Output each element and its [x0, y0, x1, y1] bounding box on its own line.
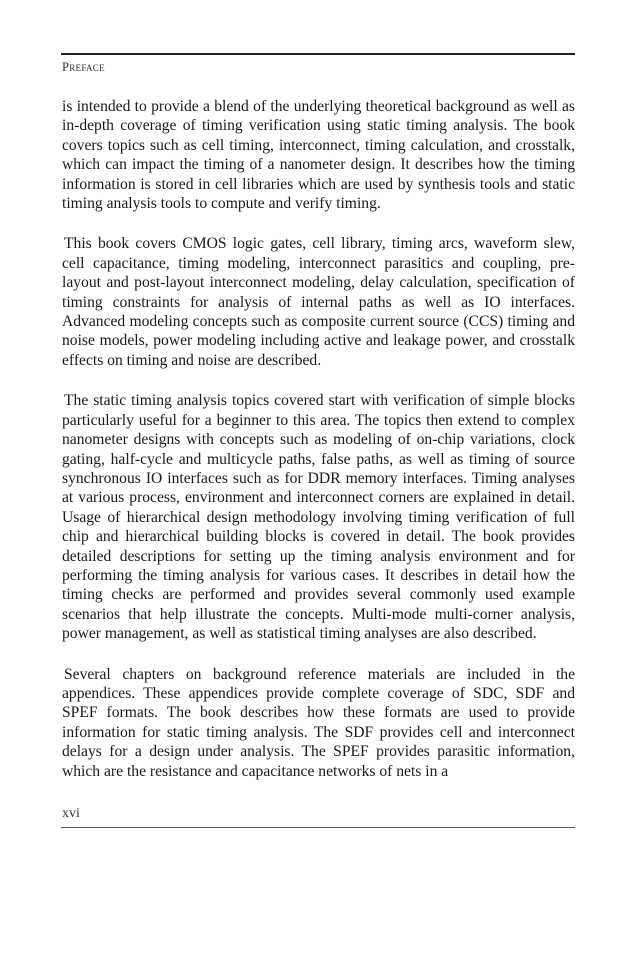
header-rule	[61, 53, 575, 55]
paragraph-4: Several chapters on background reference materials are included in the appendices. These appendices provide complete coverage of SDC, SDF and SPEF formats. The book describes how these formats are used to provide information for static timing analysis. The SDF provides cell and interconnect delays for a design under analysis. The SPEF provides parasitic information, which are the resistance and capacitance networks of nets in a	[62, 665, 575, 780]
footer-rule	[61, 827, 575, 828]
body-text	[62, 97, 575, 802]
paragraph-3: The static timing analysis topics covered start with verification of simple blocks particularly useful for a beginner to this area. The topics then extend to complex nanometer designs with concepts such as modeling of on-chip variations, clock gating, half-cycle and multicycle paths, false paths, as well as timing of source synchronous IO interfaces such as for DDR memory interfaces. Timing analyses at various process, environment and interconnect corners are explained in detail. Usage of hierarchical design methodology involving timing verification of full chip and hierarchical building blocks is covered in detail. The book provides detailed descriptions for setting up the timing analysis environment and for performing the timing analysis for various cases. It describes in detail how the timing checks are performed and provides several commonly used example scenarios that help illustrate the concepts. Multi-mode multi-corner analysis, power management, as well as statistical timing analyses are also described.	[62, 392, 575, 643]
paragraph-1: is intended to provide a blend of the underlying theoretical background as well as in-depth coverage of timing verification using static timing analysis. The book covers topics such as cell timing, interconnect, timing calculation, and crosstalk, which can impact the timing of a nanometer design. It describes how the timing information is stored in cell libraries which are used by synthesis tools and static timing analysis tools to compute and verify timing.	[62, 98, 575, 213]
paragraph-2: This book covers CMOS logic gates, cell library, timing arcs, waveform slew, cell capacitance, timing modeling, interconnect parasitics and coupling, pre-layout and post-layout interconnect modeling, delay calculation, specification of timing constraints for analysis of internal paths as well as IO interfaces. Advanced modeling concepts such as composite current source (CCS) timing and noise models, power modeling including active and leakage power, and crosstalk effects on timing and noise are described.	[62, 235, 575, 369]
running-head: Preface	[62, 60, 105, 74]
page-number: xvi	[62, 806, 80, 821]
